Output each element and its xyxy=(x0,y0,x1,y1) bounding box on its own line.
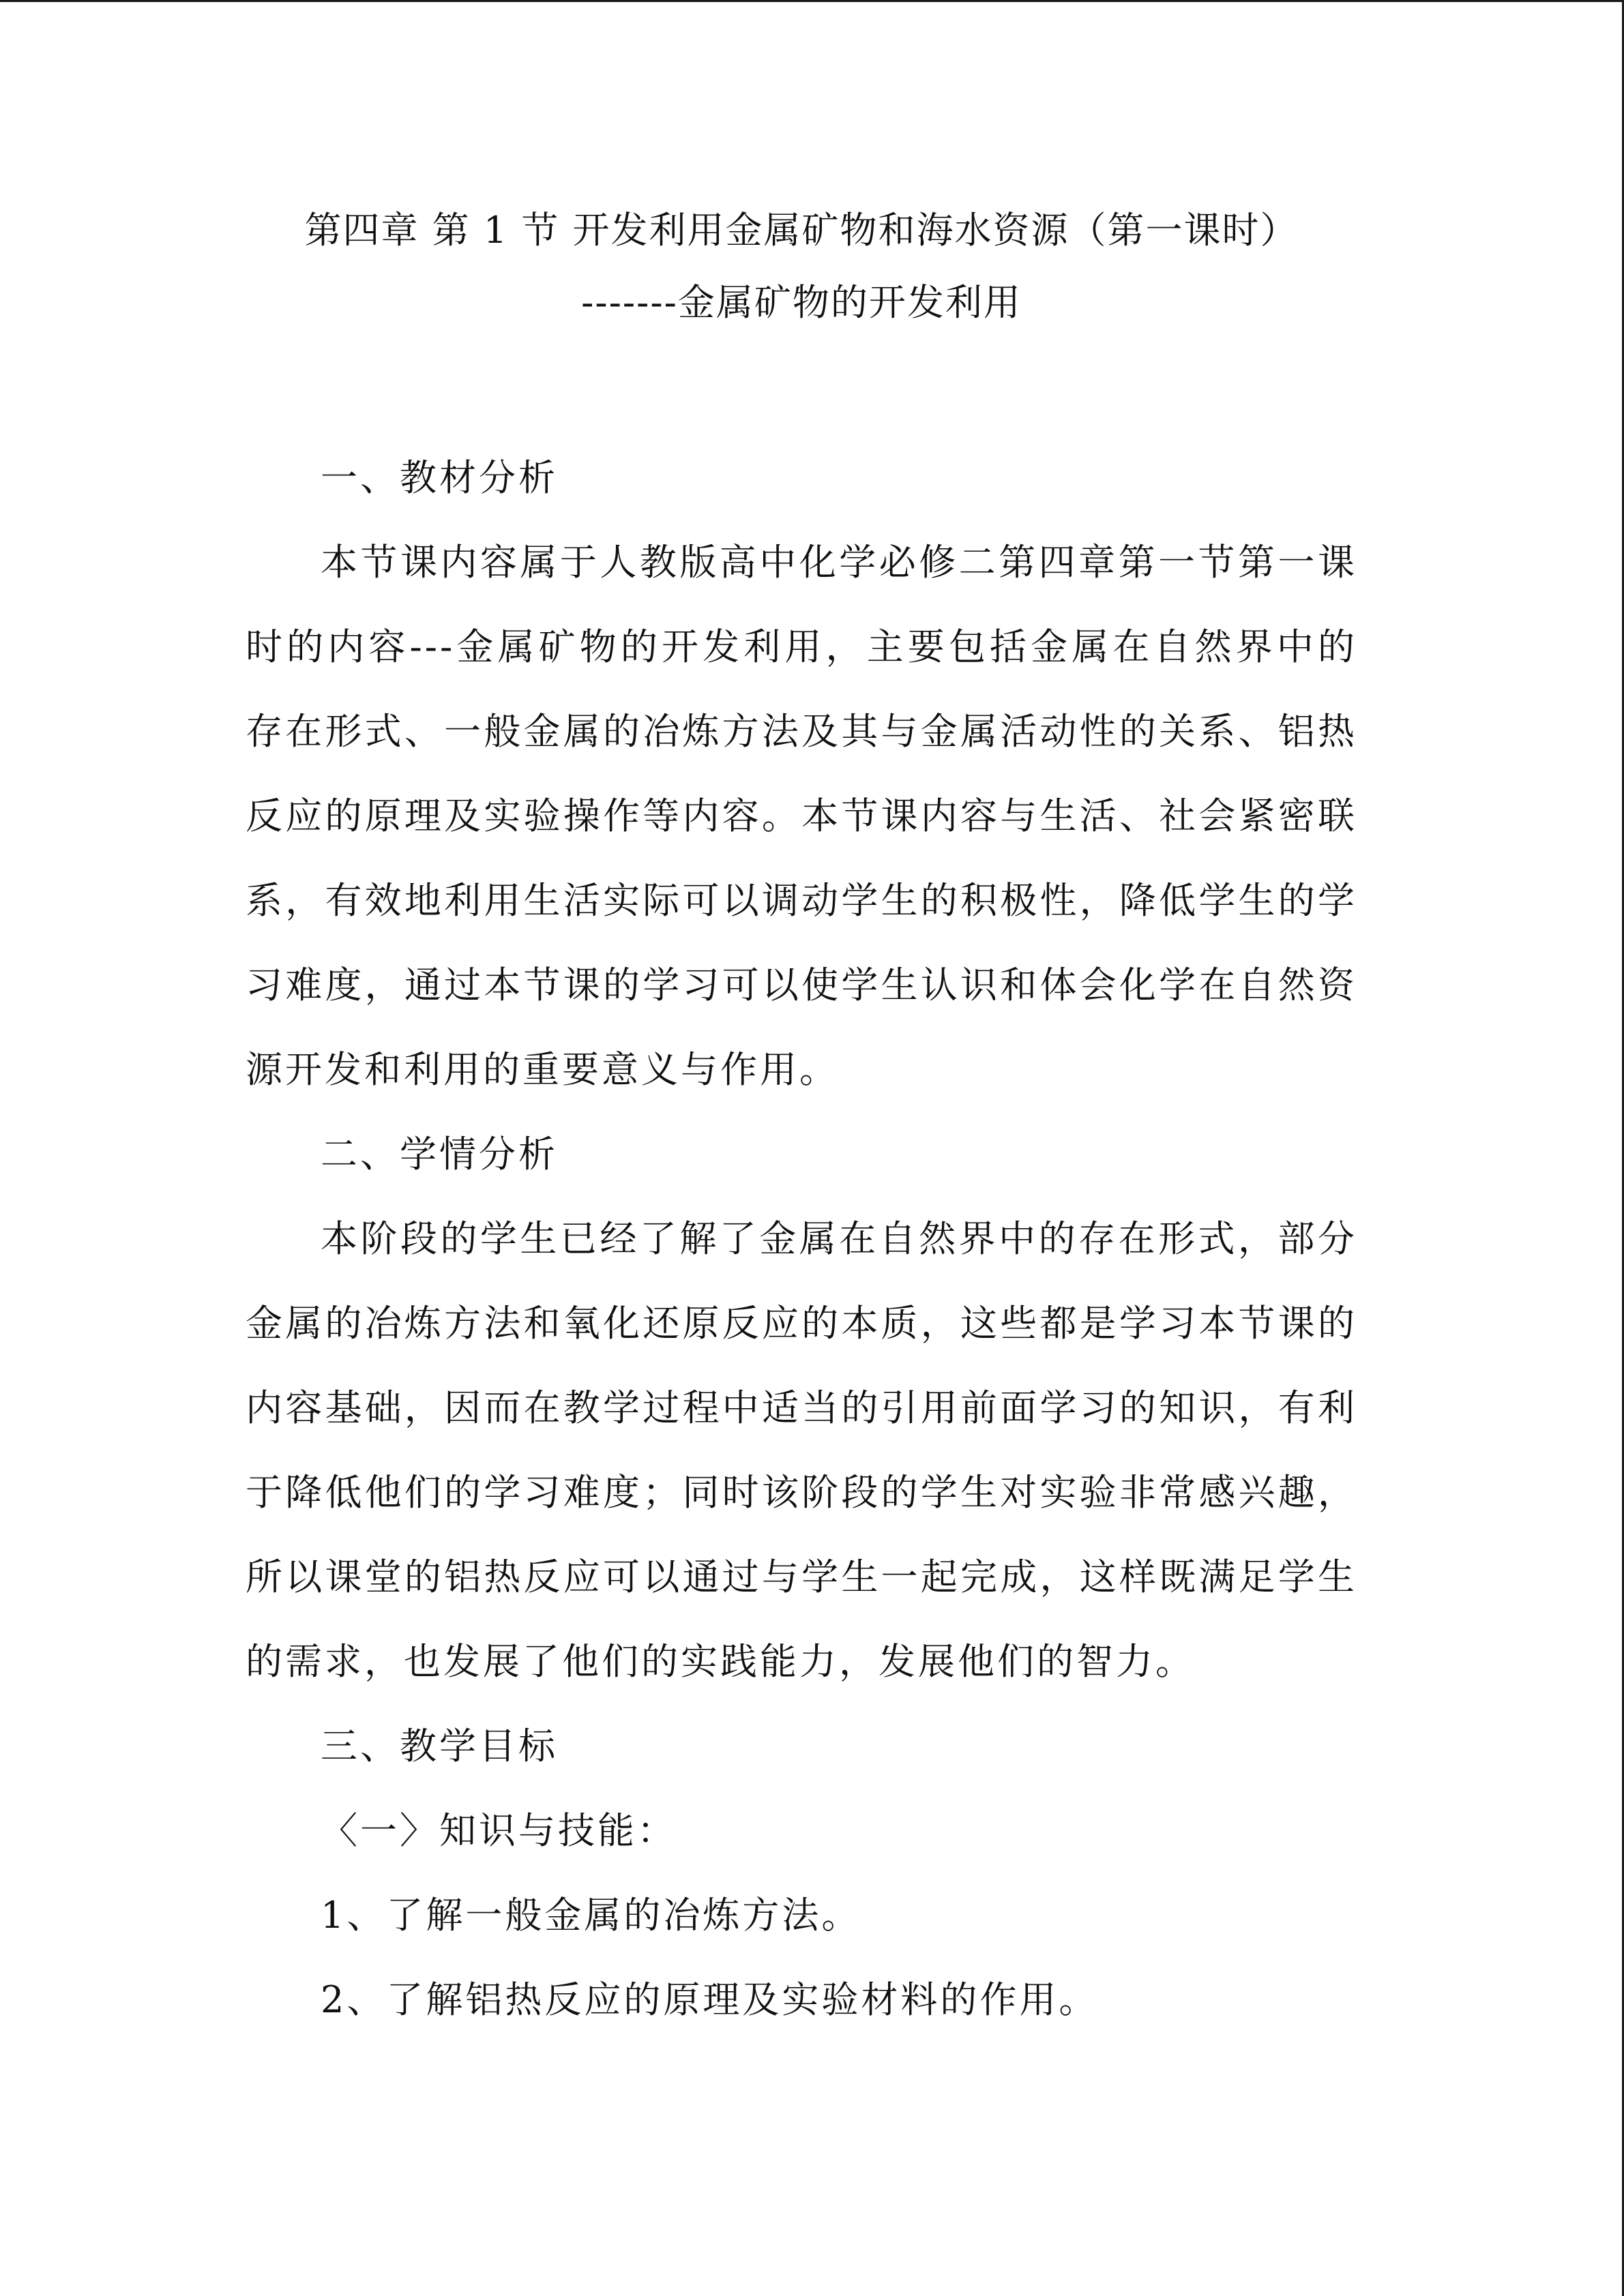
paragraph-student-analysis: 本阶段的学生已经了解了金属在自然界中的存在形式，部分金属的冶炼方法和氧化还原反应的本质，这些都是学习本节课的内容基础，因而在教学过程中适当的引用前面学习的知识，有利于降低他们的学习难度；同时该阶段的学生对实验非常感兴趣，所以课堂的铝热反应可以通过与学生一起完成，这样既满足学生的需求，也发展了他们的实践能力，发展他们的智力。 xyxy=(246,1217,1357,1684)
section-heading-teaching-goals: 三、教学目标 xyxy=(321,1725,558,1768)
section-heading-textbook-analysis: 一、教材分析 xyxy=(321,456,558,500)
section-heading-student-analysis: 二、学情分析 xyxy=(321,1133,558,1176)
page-top-border xyxy=(0,0,1624,2)
document-subtitle: -------金属矿物的开发利用 xyxy=(581,280,1022,324)
document-title: 第四章 第 1 节 开发利用金属矿物和海水资源（第一课时） xyxy=(304,209,1299,252)
list-item: 1、了解一般金属的冶炼方法。 xyxy=(321,1894,861,1937)
list-item: 2、了解铝热反应的原理及实验材料的作用。 xyxy=(321,1978,1099,2022)
document-page xyxy=(246,205,1357,2042)
paragraph-textbook-analysis: 本节课内容属于人教版高中化学必修二第四章第一节第一课时的内容---金属矿物的开发利用，主要包括金属在自然界中的存在形式、一般金属的冶炼方法及其与金属活动性的关系、铝热反应的原理及实验操作等内容。本节课内容与生活、社会紧密联系，有效地利用生活实际可以调动学生的积极性，降低学生的学习难度，通过本节课的学习可以使学生认识和体会化学在自然资源开发和利用的重要意义与作用。 xyxy=(246,541,1357,1092)
subheading-knowledge-skills: 〈一〉知识与技能： xyxy=(321,1809,677,1853)
